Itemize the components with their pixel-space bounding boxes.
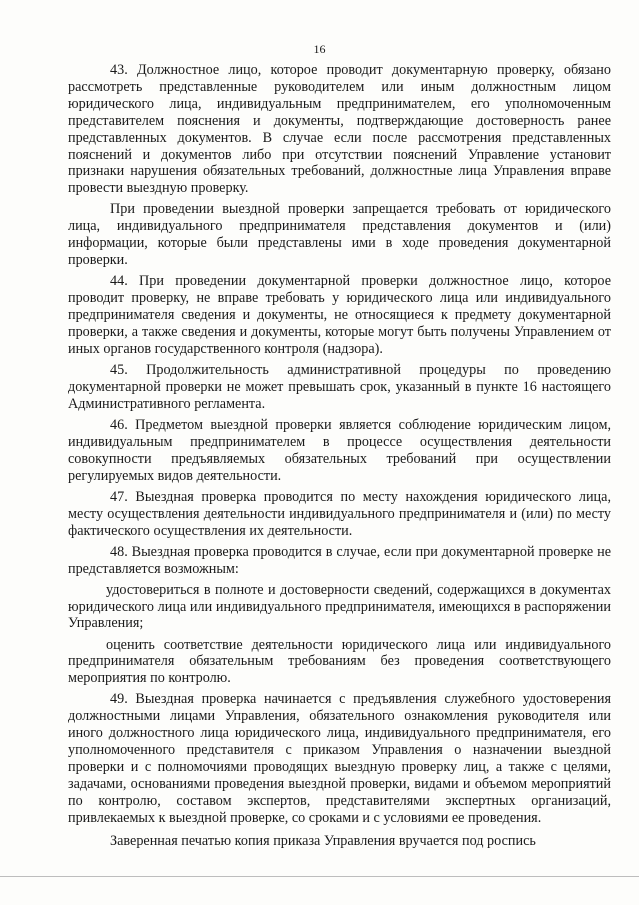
paragraph-48: 48. Выездная проверка проводится в случае, если при документарной проверке не представляется возможным: xyxy=(68,543,611,577)
paragraph-48-item-1: удостовериться в полноте и достоверности сведений, содержащихся в документах юридического лица или индивидуального предпринимателя, имеющихся в распоряжении Управления; xyxy=(68,581,611,632)
paragraph-45: 45. Продолжительность административной процедуры по проведению документарной проверки не может превышать срок, указанный в пункте 16 настоящего Административного регламента. xyxy=(68,361,611,412)
document-body xyxy=(68,62,611,854)
paragraph-49-continued: Заверенная печатью копия приказа Управления вручается под роспись xyxy=(110,832,536,849)
paragraph-43: 43. Должностное лицо, которое проводит документарную проверку, обязано рассмотреть представленные руководителем или иным должностным лицом юридического лица, индивидуальным предпринимателем, его уполномоченным представителем пояснения и документы, подтверждающие достоверность ранее представленных документов. В случае если после рассмотрения представленных пояснений и документов либо при отсутствии пояснений Управление установит признаки нарушения обязательных требований, должностные лица Управления вправе провести выездную проверку. xyxy=(68,62,611,197)
page-bottom-divider xyxy=(0,876,639,877)
paragraph-47: 47. Выездная проверка проводится по месту нахождения юридического лица, месту осуществления деятельности индивидуального предпринимателя и (или) по месту фактического осуществления их деятельности. xyxy=(68,488,611,539)
paragraph-46: 46. Предметом выездной проверки является соблюдение юридическим лицом, индивидуальным предпринимателем в процессе осуществления деятельности совокупности предъявляемых обязательных требований при осуществлении регулируемых видов деятельности. xyxy=(68,416,611,484)
paragraph-43-note: При проведении выездной проверки запрещается требовать от юридического лица, индивидуального предпринимателя представления документов и (или) информации, которые были представлены ими в ходе проведения документарной проверки. xyxy=(68,201,611,269)
paragraph-49: 49. Выездная проверка начинается с предъявления служебного удостоверения должностными лицами Управления, обязательного ознакомления руководителя или иного должностного лица юридического лица, индивидуального предпринимателя, его уполномоченного представителя с приказом Управления о назначении выездной проверки и с полномочиями проводящих выездную проверку лиц, а также с целями, задачами, основаниями проведения выездной проверки, видами и объемом мероприятий по контролю, составом экспертов, представителями экспертных организаций, привлекаемых к выездной проверке, со сроками и с условиями ее проведения. xyxy=(68,691,611,826)
paragraph-44: 44. При проведении документарной проверки должностное лицо, которое проводит проверку, не вправе требовать у юридического лица или индивидуального предпринимателя сведения и документы, не относящиеся к предмету документарной проверки, а также сведения и документы, которые могут быть получены Управлением от иных органов государственного контроля (надзора). xyxy=(68,273,611,357)
page-number: 16 xyxy=(313,42,326,56)
paragraph-48-item-2: оценить соответствие деятельности юридического лица или индивидуального предпринимателя обязательным требованиям без проведения соответствующего мероприятия по контролю. xyxy=(68,636,611,687)
